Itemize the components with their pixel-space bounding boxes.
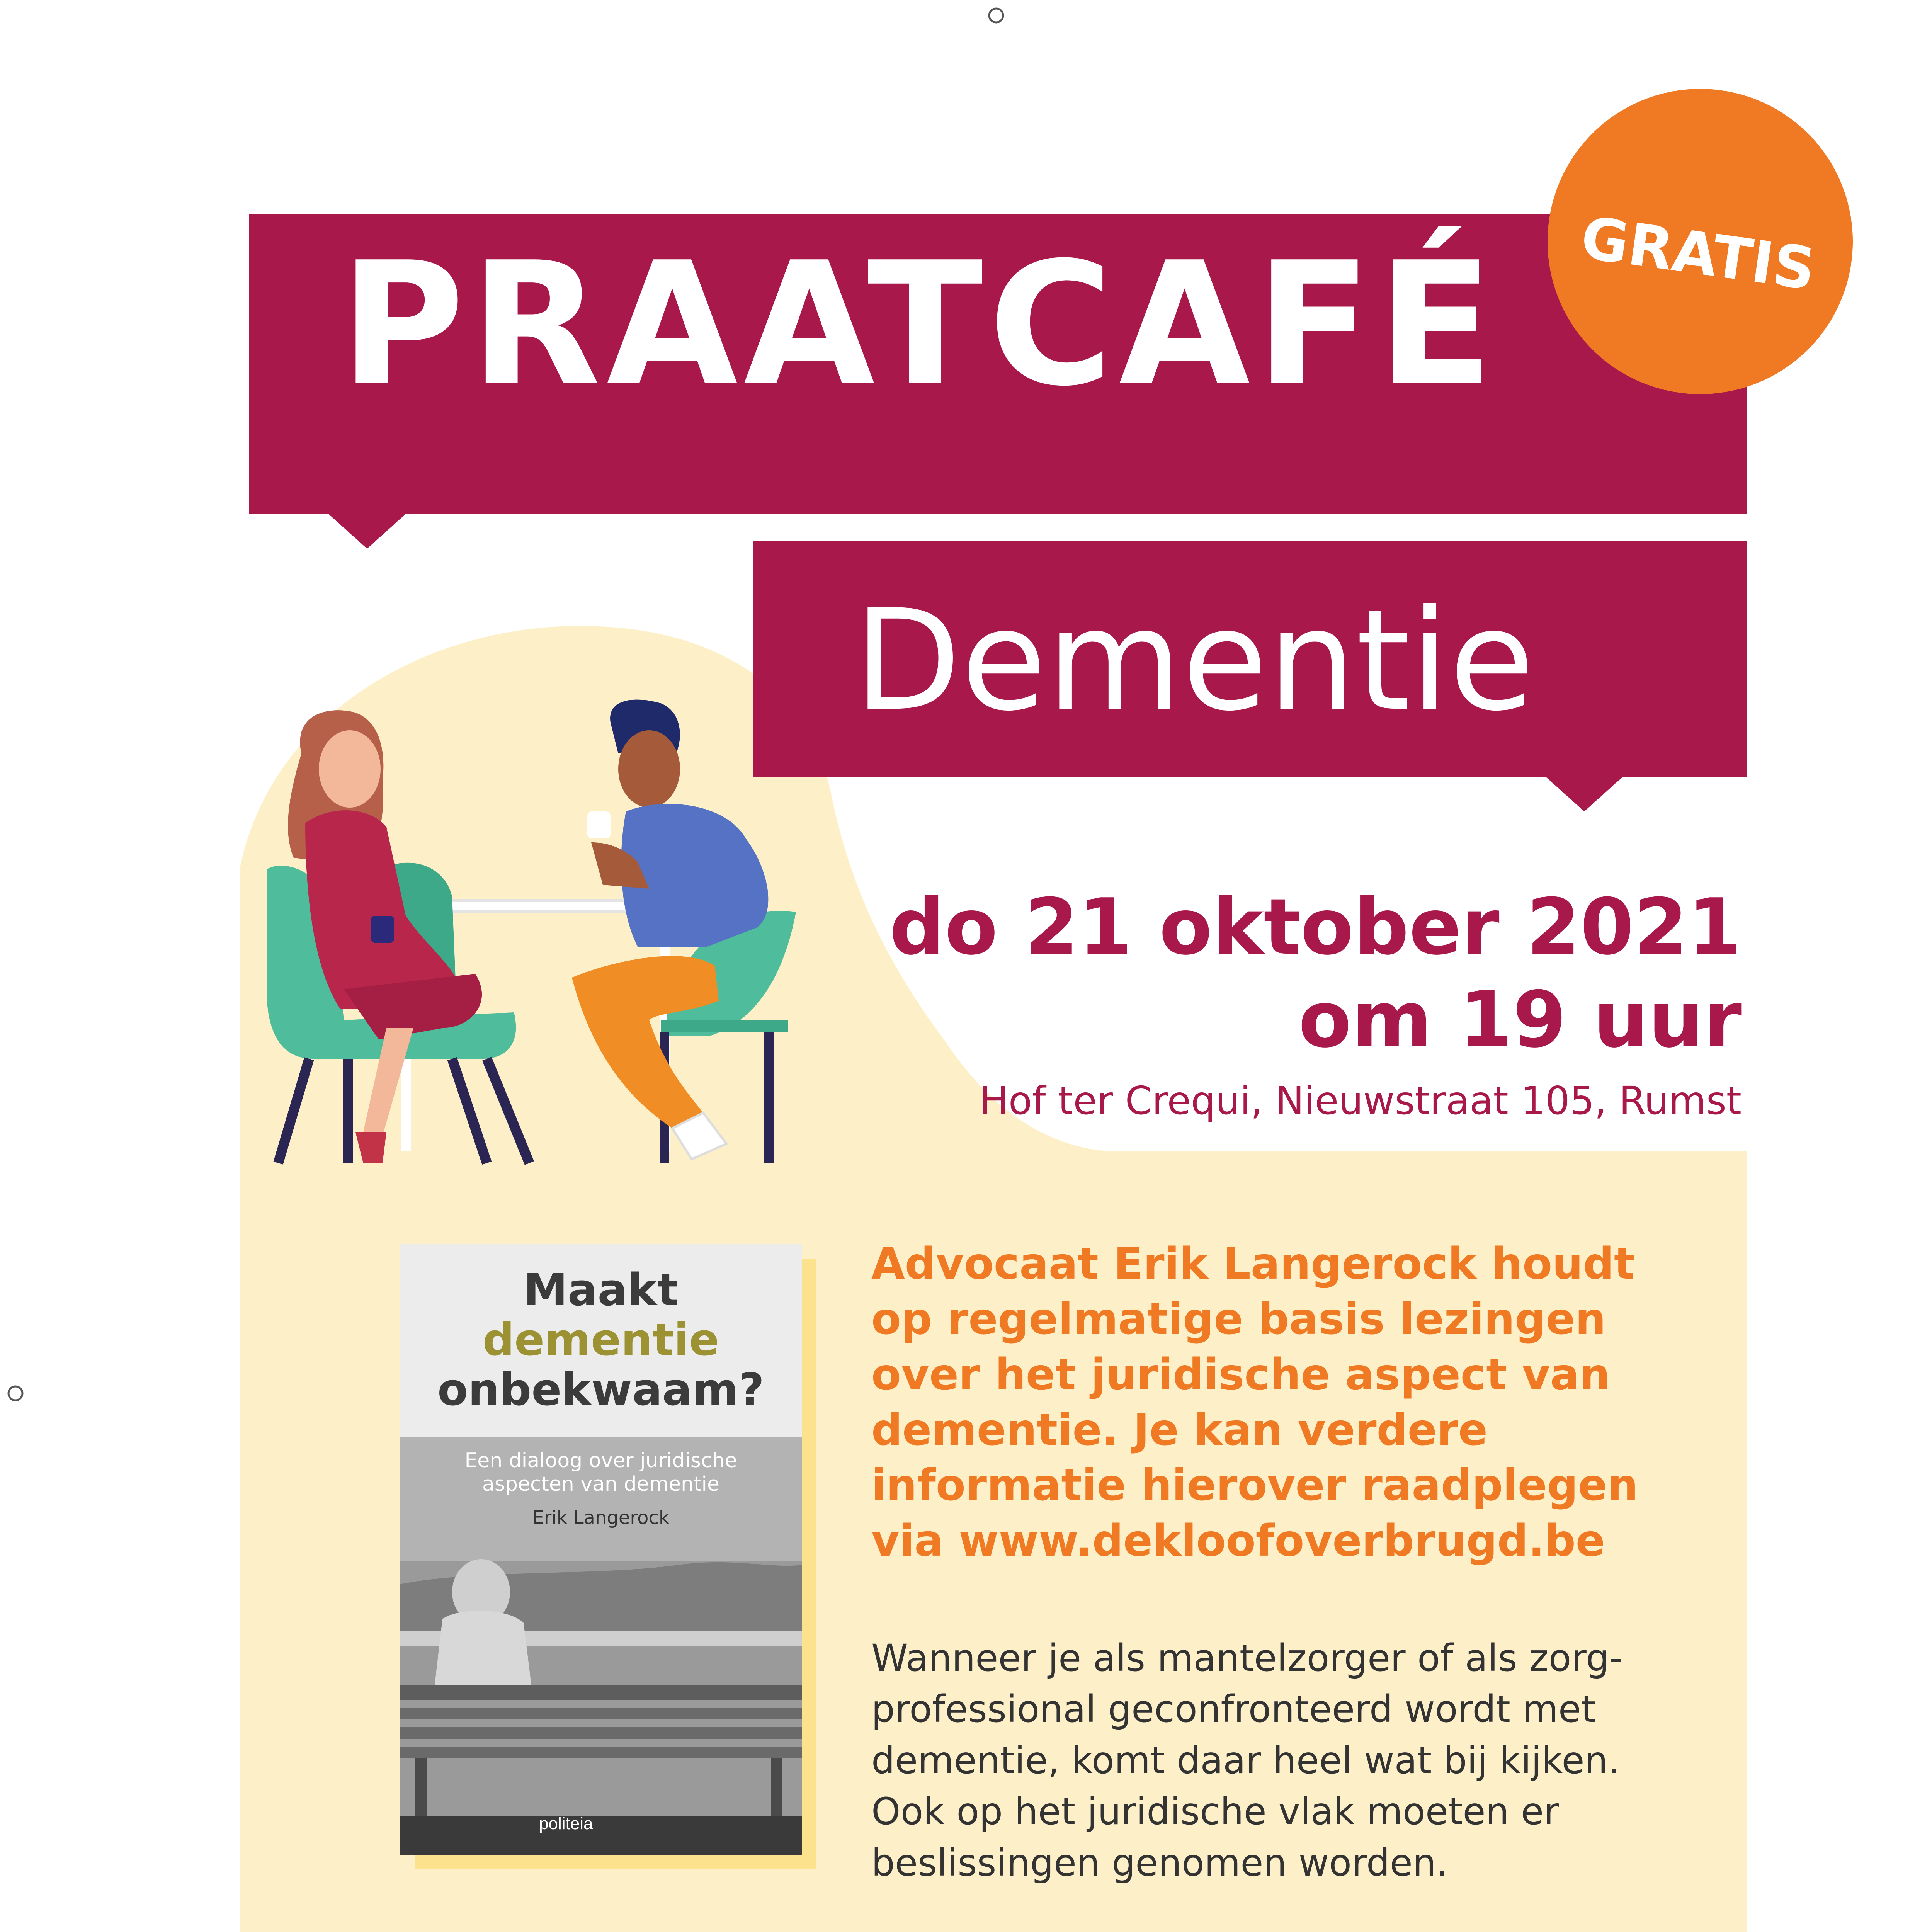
- book-subtitle: [400, 1449, 802, 1497]
- book-author: Erik Langerock: [532, 1507, 670, 1529]
- book-title: [400, 1265, 802, 1415]
- speaker-intro: [871, 1236, 1760, 1569]
- intro-line: Advocaat Erik Langerock houdt: [871, 1239, 1635, 1289]
- body-line: Ook op het juridische vlak moeten er: [871, 1790, 1559, 1833]
- book-cover-photo: [400, 1437, 802, 1855]
- event-subtitle: Dementie: [854, 580, 1535, 742]
- subtitle-box-tail: [1546, 777, 1623, 811]
- book-subtitle-line: aspecten van dementie: [482, 1473, 719, 1496]
- intro-line: over het juridische aspect van: [871, 1349, 1611, 1400]
- intro-line: informatie hierover raadplegen: [871, 1460, 1638, 1511]
- book-title-line: Maakt: [523, 1264, 679, 1316]
- intro-line: op regelmatige basis lezingen: [871, 1294, 1606, 1345]
- event-title: PRAATCAFÉ: [340, 226, 1499, 423]
- book-publisher: politeia: [539, 1814, 593, 1833]
- event-time: om 19 uur: [1298, 975, 1742, 1065]
- book-subtitle-line: Een dialoog over juridische: [464, 1449, 737, 1472]
- body-line: professional geconfronteerd wordt met: [871, 1687, 1596, 1731]
- title-box-tail: [328, 514, 406, 549]
- event-description: [871, 1633, 1741, 1888]
- intro-line: dementie. Je kan verdere: [871, 1405, 1488, 1456]
- body-line: Wanneer je als mantelzorger of als zorg-: [871, 1636, 1623, 1680]
- book-title-line: onbekwaam?: [437, 1364, 764, 1416]
- event-venue: Hof ter Crequi, Nieuwstraat 105, Rumst: [979, 1078, 1742, 1123]
- book-cover: [400, 1244, 802, 1855]
- event-date-block: [889, 881, 1742, 1066]
- body-line: beslissingen genomen worden.: [871, 1841, 1448, 1884]
- intro-line: via www.dekloofoverbrugd.be: [871, 1515, 1605, 1566]
- book-title-line: dementie: [482, 1314, 719, 1366]
- body-line: dementie, komt daar heel wat bij kijken.: [871, 1738, 1620, 1782]
- free-badge-text: GRATIS: [1577, 204, 1820, 304]
- event-date: do 21 oktober 2021: [889, 882, 1742, 972]
